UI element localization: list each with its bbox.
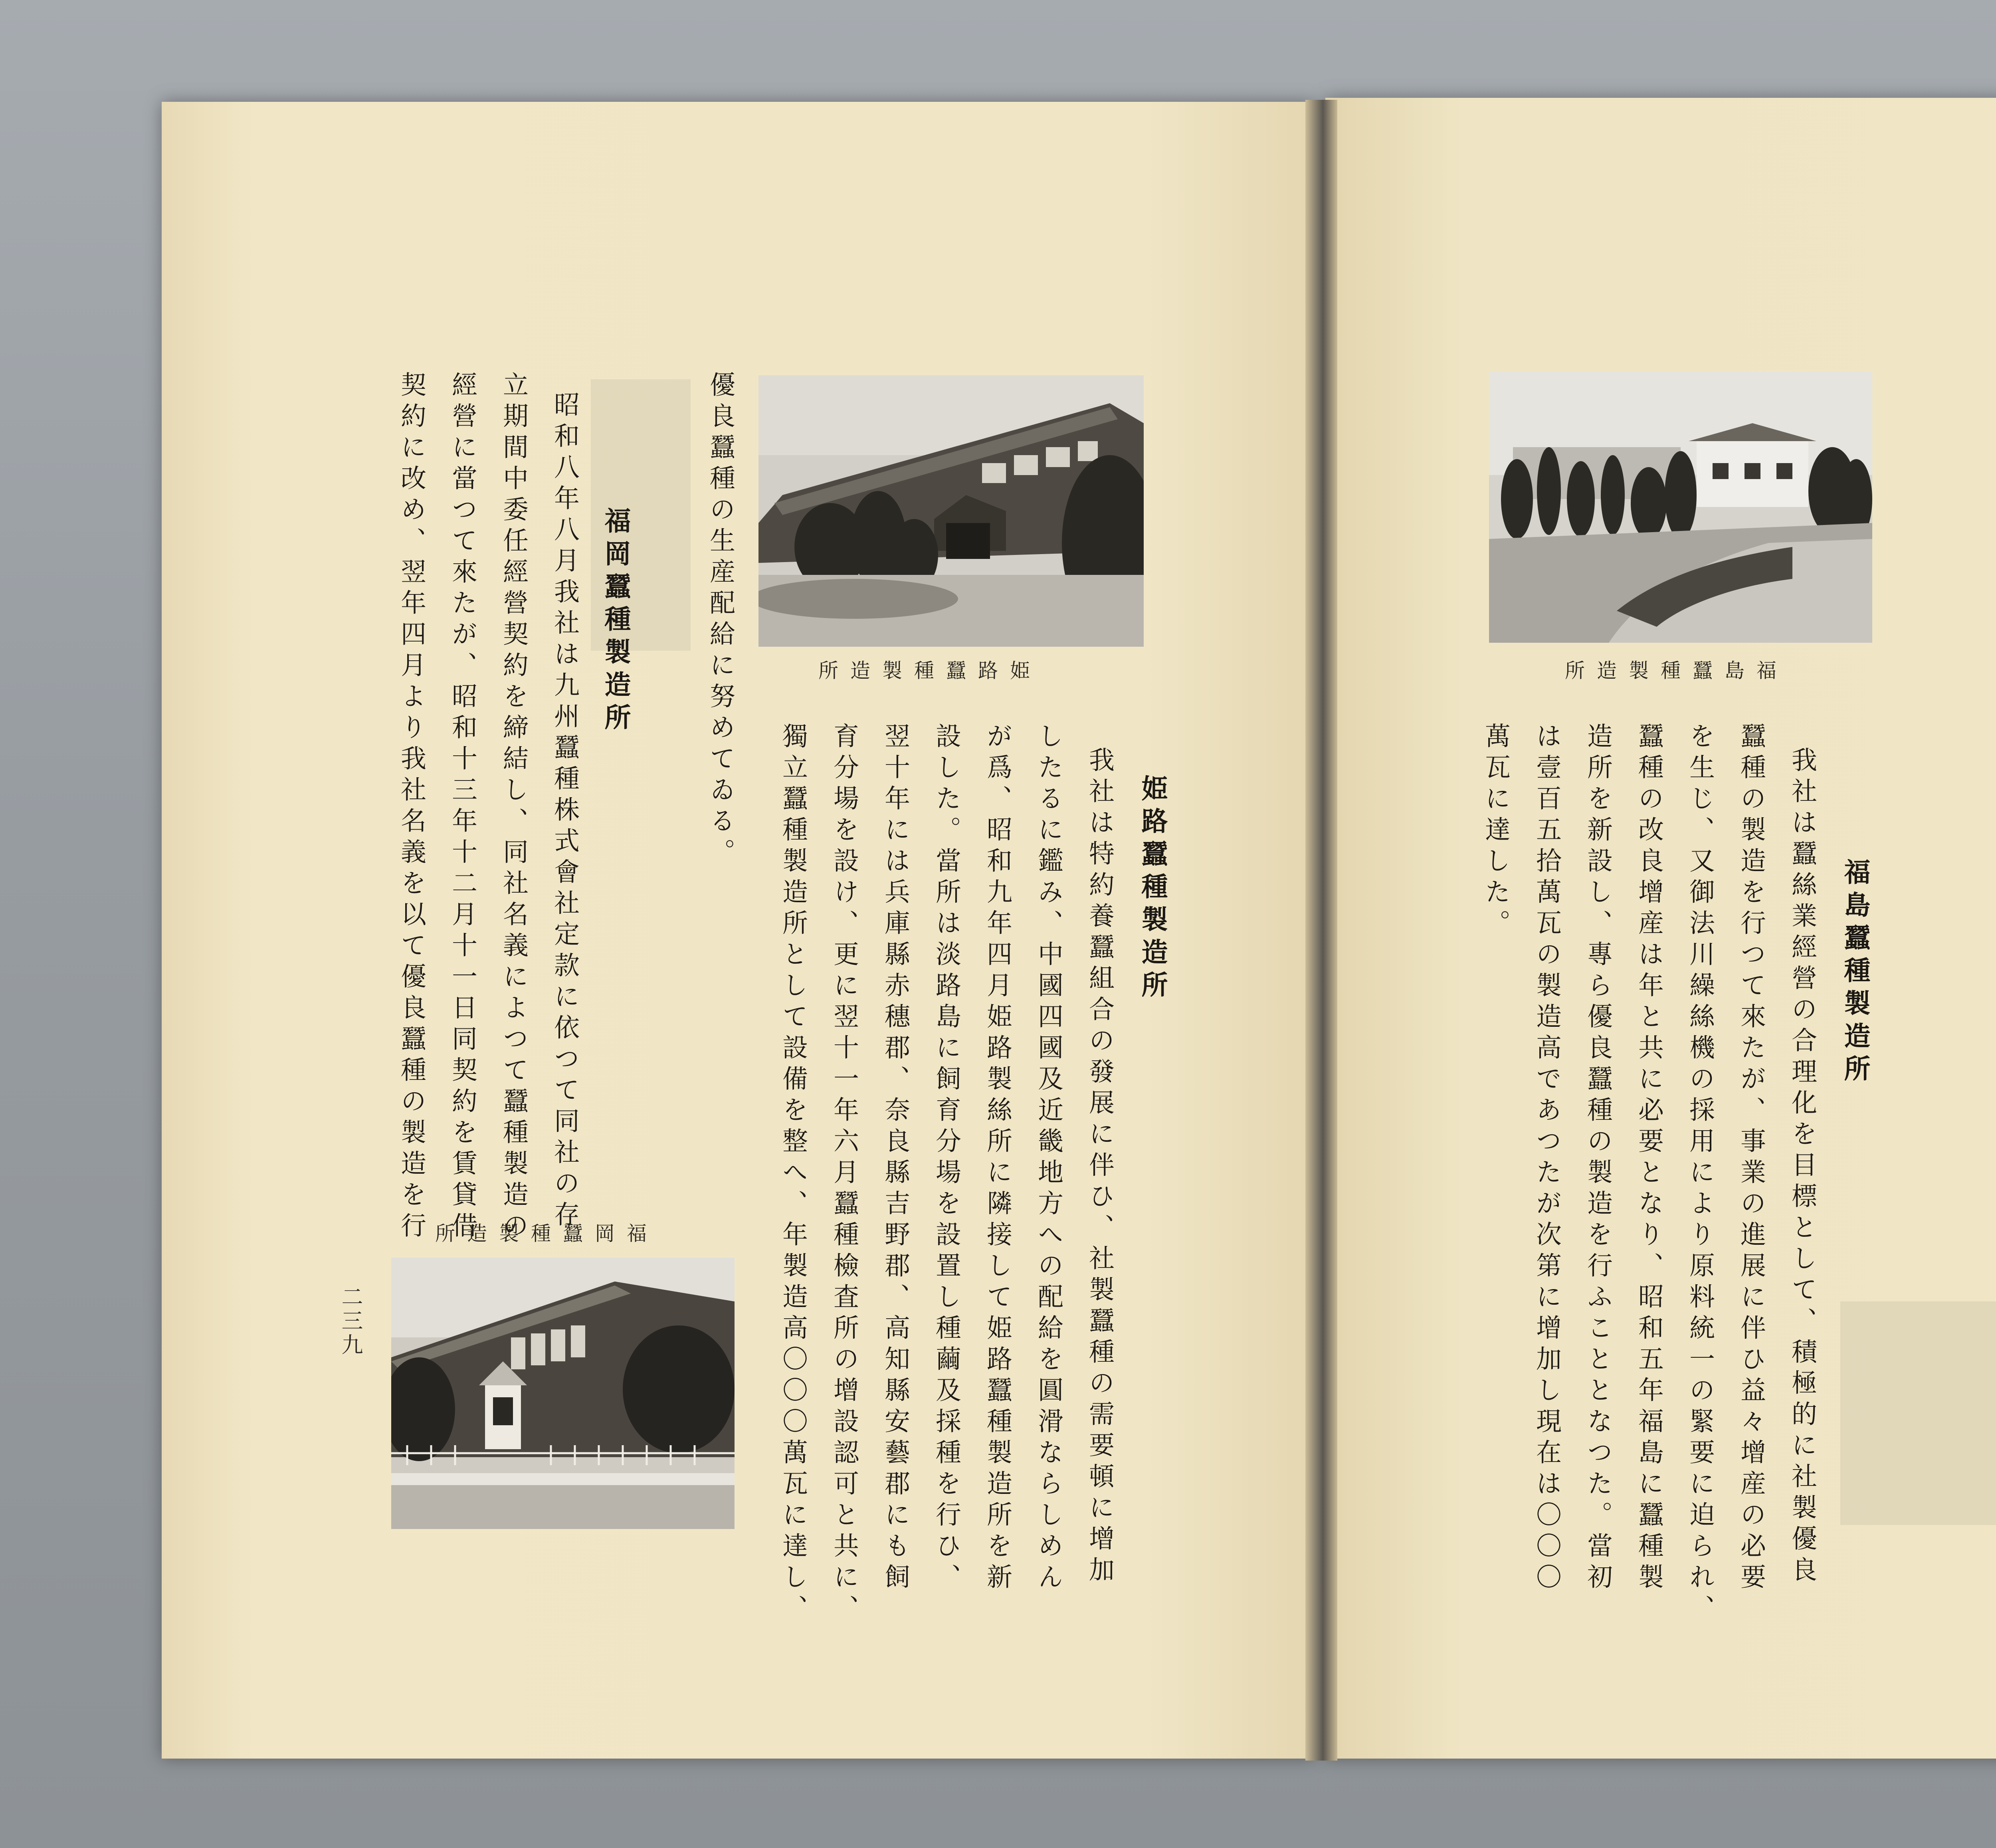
fukuoka-photo-caption: 福岡蠶種製造所 <box>435 1222 659 1245</box>
fukuoka-factory-photo <box>391 1258 735 1529</box>
fukuoka-column-3: 經營に當つて來たが、昭和十三年十二月十一日同契約を賃貸借 <box>448 371 477 1243</box>
himeji-heading: 姫路蠶種製造所 <box>1137 774 1168 1004</box>
fukushima-column-5: 造所を新設し、專ら優良蠶種の製造を行ふこととなつた。當初 <box>1583 723 1612 1594</box>
himeji-column-1: 我社は特約養蠶組合の發展に伴ひ、社製蠶種の需要頓に增加 <box>1085 747 1114 1587</box>
himeji-column-2: したるに鑑み、中國四國及近畿地方への配給を圓滑ならしめん <box>1034 723 1063 1594</box>
fukushima-heading: 福島蠶種製造所 <box>1840 858 1871 1087</box>
book-gutter <box>1305 100 1337 1761</box>
fukuoka-column-2: 立期間中委任經營契約を締結し、同社名義によつて蠶種製造の <box>499 371 528 1243</box>
fukushima-photo-caption: 福島蠶種製造所 <box>1565 659 1788 682</box>
fukushima-column-7: 萬瓦に達した。 <box>1481 723 1510 941</box>
fukushima-column-4: 蠶種の改良增産は年と共に必要となり、昭和五年福島に蠶種製 <box>1634 723 1663 1594</box>
fukuoka-column-4: 契約に改め、翌年四月より我社名義を以て優良蠶種の製造を行 <box>396 371 426 1243</box>
himeji-photo-caption: 姫路蠶種製造所 <box>818 659 1042 682</box>
fukushima-column-1: 我社は蠶絲業經營の合理化を目標として、積極的に社製優良 <box>1787 747 1817 1587</box>
fukushima-column-3: を生じ、又御法川繰絲機の採用により原料統一の緊要に迫られ、 <box>1685 723 1715 1626</box>
himeji-factory-photo <box>758 375 1144 647</box>
print-shading <box>1840 1301 1996 1525</box>
himeji-column-3: が爲、昭和九年四月姫路製絲所に隣接して姫路蠶種製造所を新 <box>982 723 1012 1594</box>
himeji-column-6: 育分場を設け、更に翌十一年六月蠶種檢査所の增設認可と共に、 <box>829 723 859 1626</box>
himeji-column-4: 設した。當所は淡路島に飼育分場を設置し種繭及採種を行ひ、 <box>931 723 961 1594</box>
page-number-left: 二三九 <box>338 1285 363 1357</box>
fukushima-factory-photo <box>1489 371 1872 643</box>
fukuoka-heading: 福岡蠶種製造所 <box>600 507 631 736</box>
himeji-column-7: 獨立蠶種製造所として設備を整へ、年製造高〇〇〇萬瓦に達し、 <box>778 723 808 1626</box>
fukushima-column-6: は壹百五拾萬瓦の製造高であつたが次第に增加し現在は〇〇〇 <box>1532 723 1561 1594</box>
himeji-column-8: 優良蠶種の生産配給に努めてゐる。 <box>705 371 735 870</box>
himeji-column-5: 翌十年には兵庫縣赤穗郡、奈良縣吉野郡、高知縣安藝郡にも飼 <box>880 723 910 1594</box>
fukuoka-column-1: 昭和八年八月我社は九州蠶種株式會社定款に依つて同社の存 <box>550 391 579 1232</box>
fukushima-column-2: 蠶種の製造を行つて來たが、事業の進展に伴ひ益々增産の必要 <box>1736 723 1766 1594</box>
